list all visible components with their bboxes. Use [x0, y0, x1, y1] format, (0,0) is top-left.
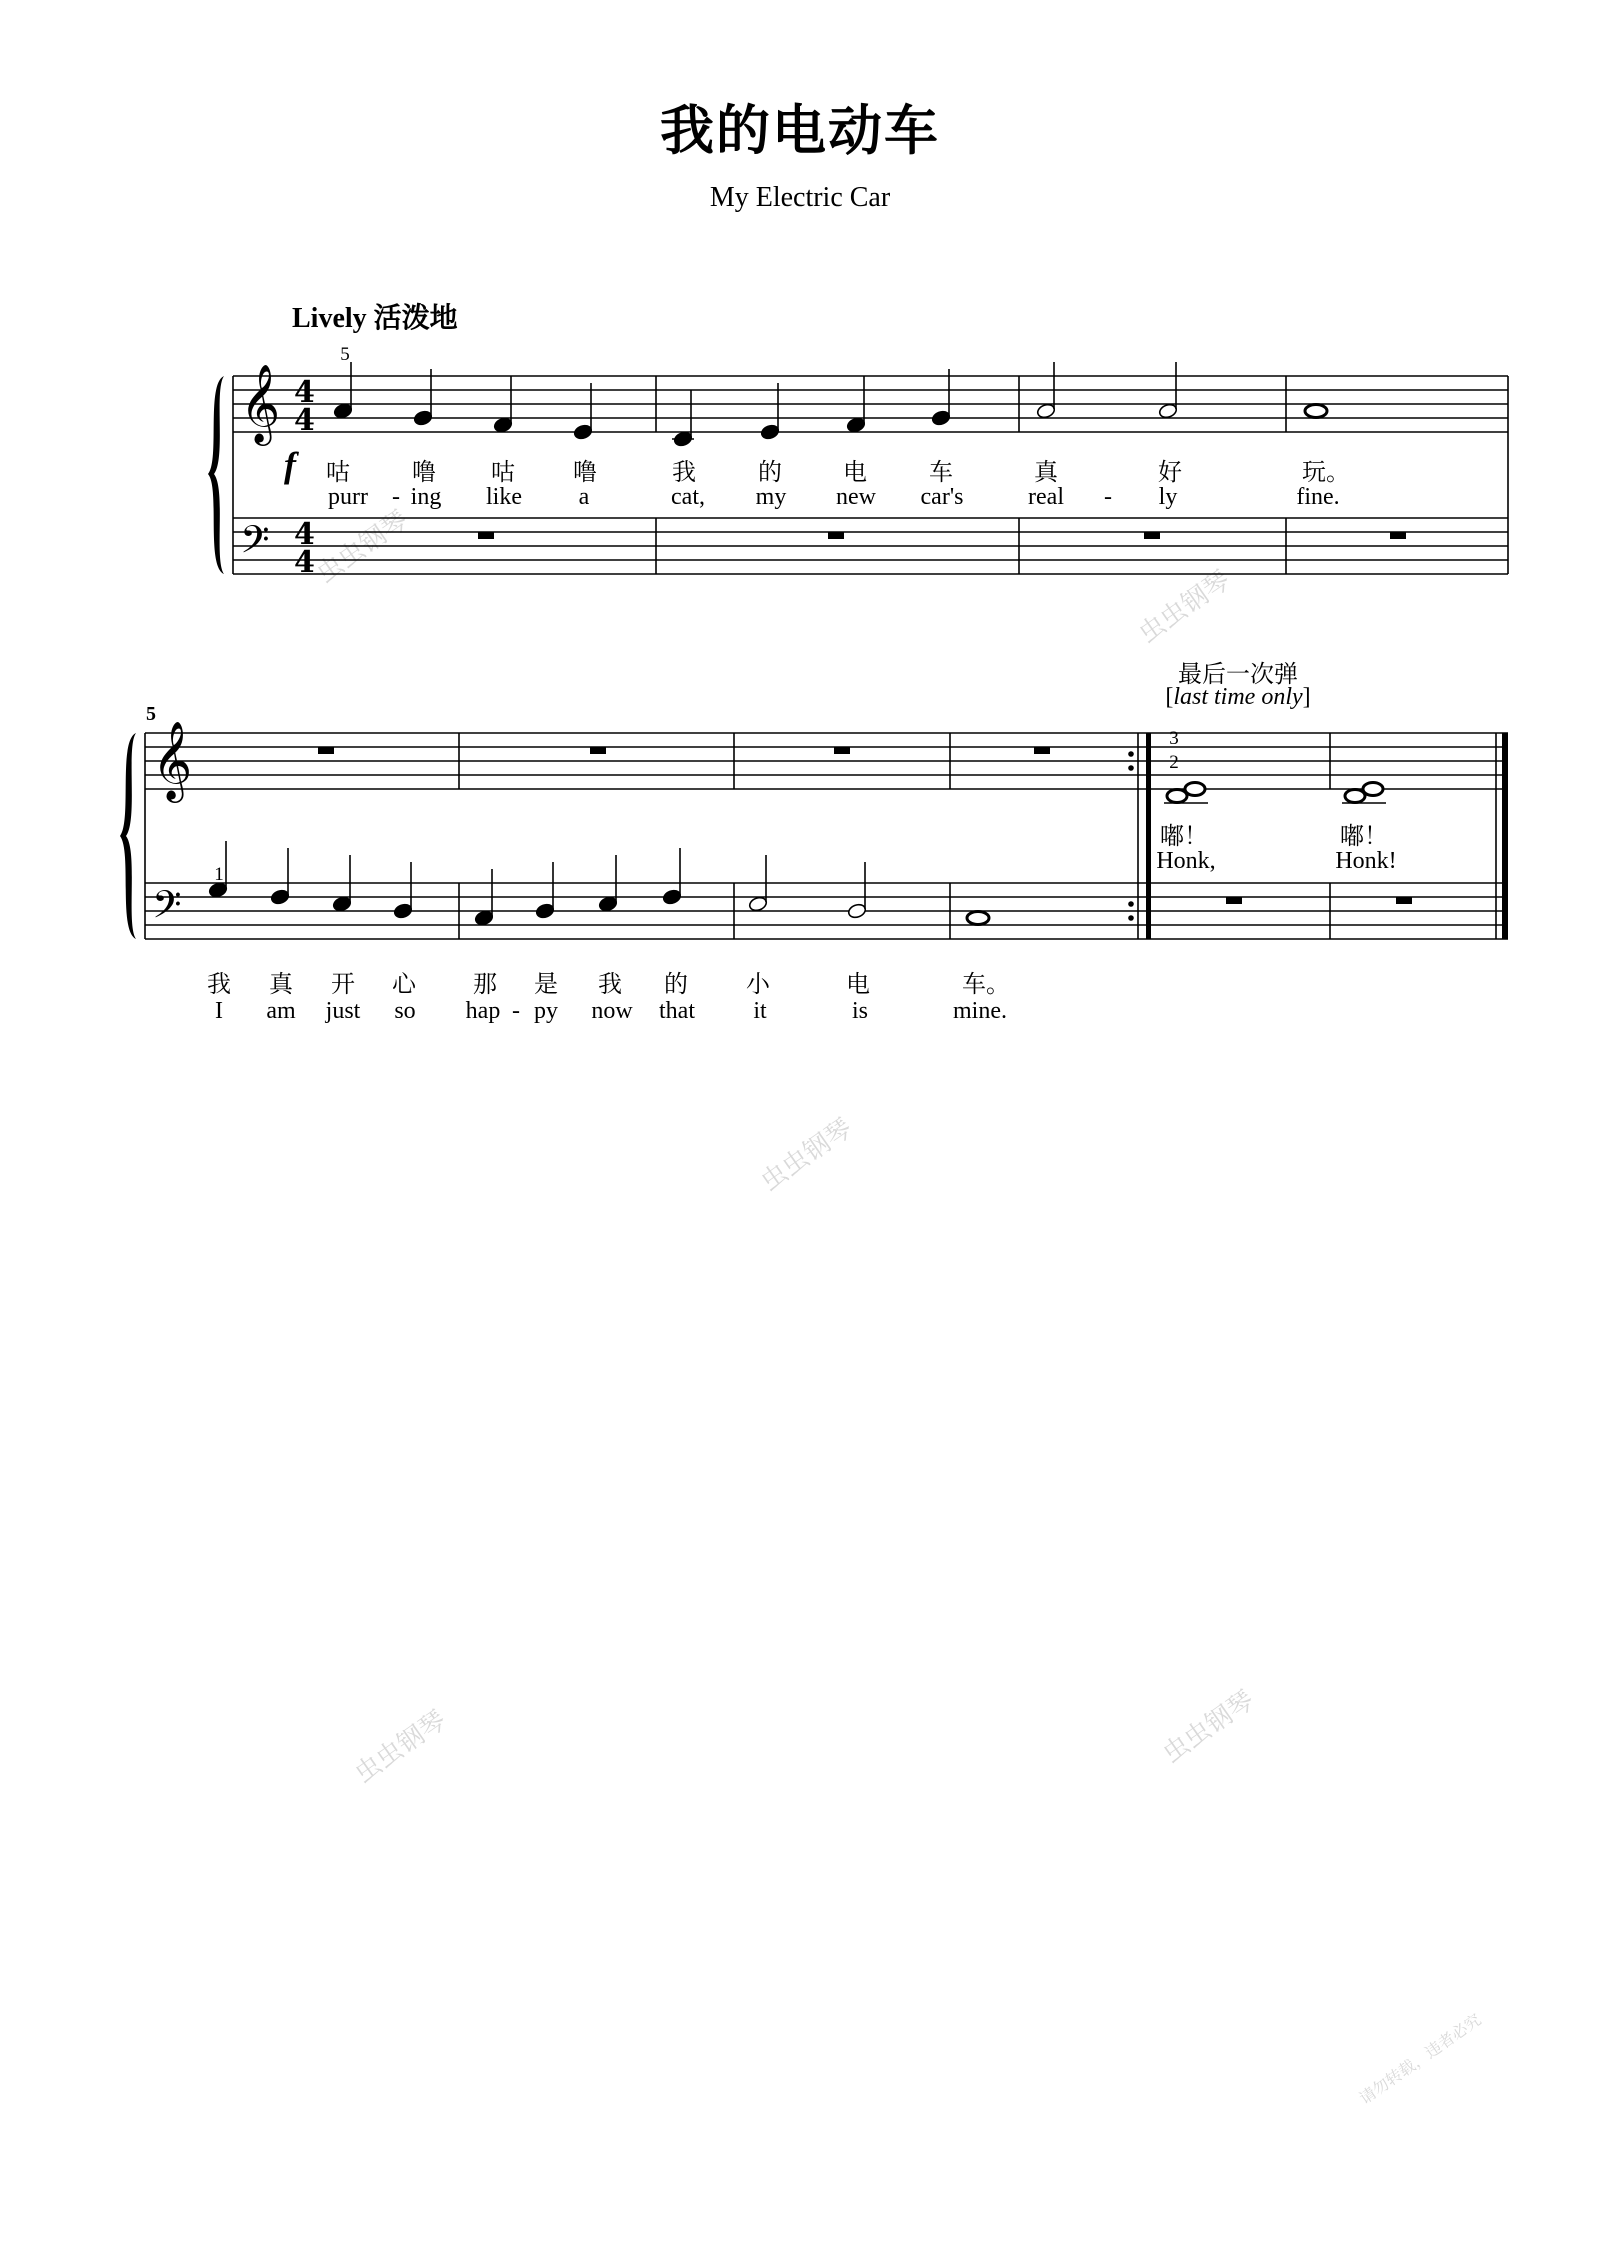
lyric-syllable: 电: [843, 458, 867, 486]
lyric-syllable: py: [534, 998, 558, 1024]
lyric-syllable: 咕: [491, 458, 515, 486]
tempo-zh: 活泼地: [373, 301, 458, 334]
lyric-syllable: 是: [534, 970, 558, 998]
lyric-syllable: 心: [392, 970, 416, 998]
lyric-syllable: cat,: [671, 484, 705, 510]
lyric-syllable: 我: [672, 458, 696, 486]
lyric-syllable: 车。: [962, 970, 1010, 998]
lyric-syllable: fine.: [1296, 484, 1340, 510]
notes-system1: [333, 362, 1327, 448]
lyric-syllable: new: [836, 484, 876, 510]
notes-coda: [1164, 783, 1386, 804]
watermark: 虫虫钢琴: [311, 505, 414, 590]
lyric-syllable: ing: [410, 484, 442, 510]
note: [413, 369, 433, 427]
svg-text:4: 4: [294, 517, 315, 552]
lyric-syllable: Honk!: [1335, 848, 1397, 874]
brace-1: [208, 376, 224, 574]
lyric-hyphen: -: [392, 484, 400, 510]
lyric-syllable: 真: [1034, 458, 1058, 486]
note: [1305, 405, 1327, 418]
measure-number: 5: [146, 703, 156, 725]
time-signature: [294, 375, 315, 580]
lyric-syllable: 好: [1158, 458, 1182, 486]
lyric-syllable: a: [578, 484, 590, 510]
lyric-syllable: real: [1028, 484, 1064, 510]
note: [535, 862, 555, 920]
watermark: 虫虫钢琴: [349, 1705, 452, 1790]
watermark: 虫虫钢琴: [755, 1113, 858, 1198]
note: [474, 869, 494, 927]
lyric-syllable: it: [753, 998, 767, 1024]
note: [493, 376, 513, 434]
note: [967, 912, 989, 925]
lyric-syllable: now: [591, 998, 633, 1024]
lyric-syllable: like: [486, 484, 522, 510]
dynamic-marking: f: [284, 445, 296, 485]
note: [573, 383, 593, 441]
bass-clef-icon: 𝄢: [240, 517, 270, 571]
lyric-syllable: 小: [746, 970, 770, 998]
lyric-syllable: 那: [473, 970, 497, 998]
lyric-syllable: hap: [465, 998, 501, 1024]
annotation-zh: 最后一次弹: [1178, 660, 1298, 688]
note: [748, 855, 768, 913]
note: [1036, 362, 1056, 420]
lyric-syllable: 车: [929, 458, 953, 486]
lyric-syllable: just: [325, 998, 361, 1024]
annotation-en: [last time only]: [1165, 684, 1311, 710]
note: [846, 376, 866, 434]
lyric-syllable: 的: [664, 970, 688, 998]
lyric-syllable: that: [659, 998, 695, 1024]
lyric-syllable: 噜: [573, 458, 597, 486]
score-subtitle: My Electric Car: [709, 182, 891, 213]
bass-clef-icon: 𝄢: [152, 882, 182, 936]
notes-system2-bass: [208, 841, 989, 927]
lyric-syllable: 嘟！: [1340, 822, 1388, 850]
fingering: 2: [1169, 752, 1179, 773]
note: [1158, 362, 1178, 420]
lyric-syllable: ly: [1158, 484, 1178, 510]
rests-system1: [478, 532, 1406, 539]
lyric-syllable: 真: [269, 970, 293, 998]
lyric-syllable: Honk,: [1156, 848, 1216, 874]
final-barline: [1496, 733, 1508, 939]
lyric-syllable: am: [266, 998, 296, 1024]
lyric-syllable: car's: [920, 484, 964, 510]
lyric-syllable: 我: [598, 970, 622, 998]
lyric-syllable: purr: [328, 484, 368, 510]
barlines-2: [145, 733, 1330, 939]
lyric-syllable: 的: [758, 458, 782, 486]
lyric-hyphen: -: [512, 998, 520, 1024]
watermark: 虫虫钢琴: [1157, 1685, 1260, 1770]
staff-bass-1: [233, 518, 1508, 574]
note: [598, 855, 618, 913]
repeat-barline: [1128, 733, 1151, 939]
watermark: 虫虫钢琴: [1133, 565, 1236, 650]
staff-treble-2: [145, 733, 1508, 789]
fingering: 1: [214, 864, 224, 885]
lyric-syllable: 电: [846, 970, 870, 998]
lyric-syllable: 噜: [412, 458, 436, 486]
score-title: 我的电动车: [660, 99, 940, 162]
lyric-hyphen: -: [1104, 484, 1112, 510]
brace-2: [120, 733, 136, 939]
lyric-syllable: 咕: [326, 458, 350, 486]
note: [270, 848, 290, 906]
fingering: 3: [1169, 728, 1179, 749]
note: [847, 862, 867, 920]
svg-text:4: 4: [294, 545, 315, 580]
fingering: 5: [340, 344, 350, 365]
lyric-syllable: my: [755, 484, 787, 510]
note: [760, 383, 780, 441]
lyric-syllable: 开: [331, 970, 355, 998]
treble-clef-icon: 𝄞: [240, 364, 281, 443]
lyric-syllable: so: [394, 998, 416, 1024]
svg-text:4: 4: [294, 403, 315, 438]
note: [662, 848, 682, 906]
lyric-syllable: is: [851, 998, 869, 1024]
treble-clef-icon: 𝄞: [152, 721, 193, 800]
tempo-en: Lively: [292, 303, 367, 334]
lyric-syllable: 嘟！: [1160, 822, 1208, 850]
note: [931, 369, 951, 427]
note: [672, 390, 694, 448]
note: [393, 862, 413, 920]
note: [332, 855, 352, 913]
lyric-syllable: 我: [207, 970, 231, 998]
lyric-syllable: I: [215, 998, 223, 1024]
note: [333, 362, 353, 420]
footer-watermark: 请勿转载，违者必究: [1355, 2009, 1485, 2109]
lyric-syllable: 玩。: [1302, 458, 1350, 486]
svg-text:4: 4: [294, 375, 315, 410]
lyric-syllable: mine.: [953, 998, 1007, 1024]
